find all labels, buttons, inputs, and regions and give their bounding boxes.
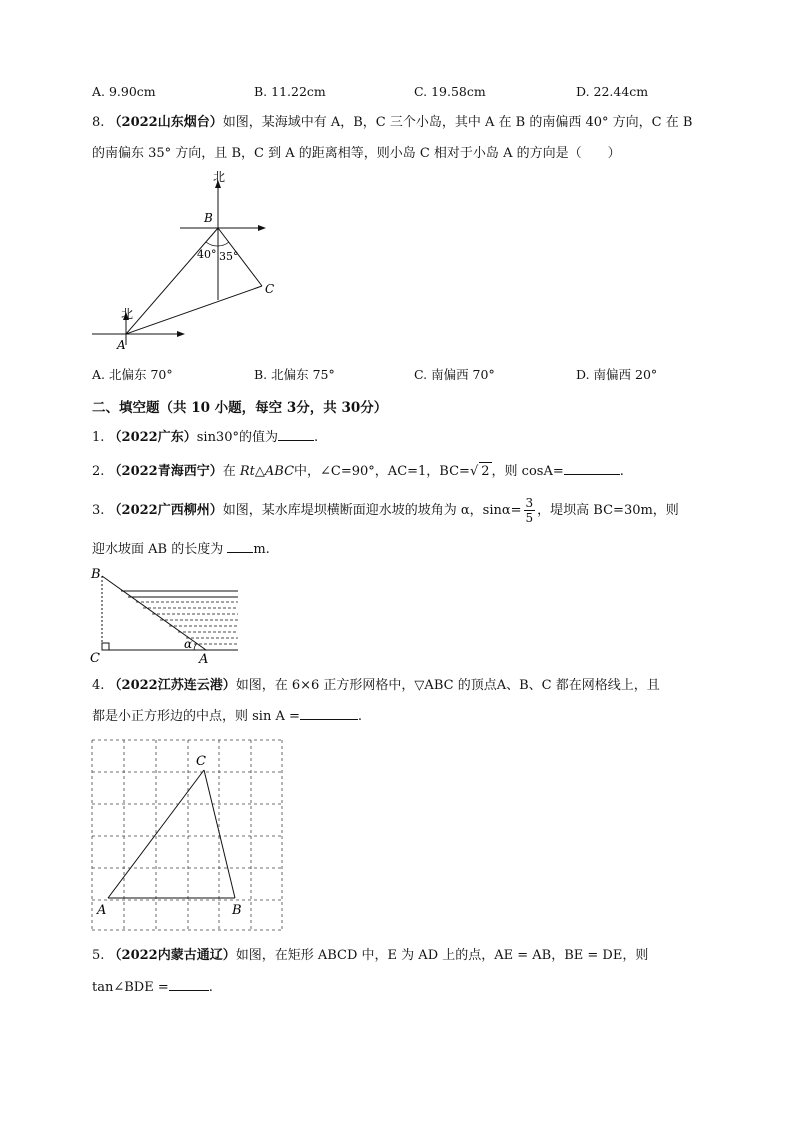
q8-text-line2: 的南偏东 35° 方向，且 B，C 到 A 的距离相等，则小岛 C 相对于小岛 A 的方向是（ ） <box>92 146 621 161</box>
q8-north-b: 北 <box>213 170 226 184</box>
q4-label-c: C <box>196 754 206 769</box>
q4-number: 4. <box>92 678 105 693</box>
section-2-title: 二、填空题（共 10 小题，每空 3分，共 30分） <box>92 400 388 416</box>
q8-source: （2022山东烟台） <box>108 115 223 130</box>
q8-option-d: D. 南偏西 20° <box>576 367 658 382</box>
q7-option-a: A. 9.90cm <box>92 84 156 99</box>
q1-end: . <box>313 430 319 445</box>
q2-sqrt-sign: √ <box>469 464 479 479</box>
q2-text-mid: 中，∠C=90°，AC=1，BC= <box>294 464 470 479</box>
q8-north-a: 北 <box>121 307 134 321</box>
q3-text-pre: 如图，某水库堤坝横断面迎水坡的坡角为 α，sinα= <box>222 503 522 518</box>
q5-line1 <box>92 947 648 965</box>
q2-number: 2. <box>92 464 105 479</box>
q3-line2-post: m. <box>253 542 270 557</box>
q3-source: （2022广西柳州） <box>108 503 223 518</box>
q4-text-line2: 都是小正方形边的中点，则 sin A = <box>92 709 300 724</box>
q8-option-a: A. 北偏东 70° <box>92 367 173 382</box>
q8-label-a: A <box>117 338 126 352</box>
q8-text-line1: 如图，某海域中有 A，B，C 三个小岛，其中 A 在 B 的南偏西 40° 方向，C 在 B <box>222 115 693 130</box>
q5-text-line1: 如图，在矩形 ABCD 中，E 为 AD 上的点，AE = AB，BE = DE，则 <box>235 948 649 963</box>
q8-label-c: C <box>265 282 275 296</box>
q3-text-post: ，堤坝高 BC=30m，则 <box>537 503 679 518</box>
q3-label-c: C <box>90 651 100 666</box>
q1-number: 1. <box>92 430 105 445</box>
q2-text-pre: 在 <box>222 464 236 479</box>
q5-source: （2022内蒙古通辽） <box>108 948 236 963</box>
q8-label-b: B <box>204 211 213 225</box>
q7-option-d: D. 22.44cm <box>576 84 649 99</box>
q2-radicand: 2 <box>481 464 490 479</box>
q7-option-b: B. 11.22cm <box>254 84 326 99</box>
q5-text-line2: tan∠BDE = <box>92 980 169 995</box>
q4-label-b: B <box>232 903 242 918</box>
q2-source: （2022青海西宁） <box>108 464 223 479</box>
q2-end: . <box>619 464 624 479</box>
q3-label-alpha: α <box>184 637 193 651</box>
q4-text-line1: 如图，在 6×6 正方形网格中，▽ABC 的顶点A、B、C 都在网格线上，且 <box>235 678 660 693</box>
q3-number: 3. <box>92 503 105 518</box>
q3-label-a: A <box>199 652 209 667</box>
q5-number: 5. <box>92 948 105 963</box>
q4-label-a: A <box>97 903 107 918</box>
q8-angle-40: 40° <box>197 248 217 261</box>
q8-angle-35: 35° <box>219 250 239 263</box>
q2-rt: Rt△ABC <box>239 464 295 479</box>
q4-source: （2022江苏连云港） <box>108 678 236 693</box>
q3-label-b: B <box>91 567 101 582</box>
q3-line2-pre: 迎水坡面 AB 的长度为 <box>92 542 224 557</box>
q8-option-c: C. 南偏西 70° <box>414 367 495 382</box>
q8-number: 8. <box>92 115 105 130</box>
q1-source: （2022广东） <box>108 430 197 445</box>
q4-end: . <box>357 709 363 724</box>
q5-answer-blank[interactable] <box>169 978 209 991</box>
q3-frac-num: 3 <box>525 496 534 510</box>
q2-text-post: ，则 cosA= <box>491 464 564 479</box>
q7-option-c: C. 19.58cm <box>414 84 486 99</box>
q5-end: . <box>208 980 213 995</box>
q1-text: sin30°的值为 <box>196 430 278 445</box>
q3-frac-den: 5 <box>525 511 534 525</box>
q8-option-b: B. 北偏东 75° <box>254 367 335 382</box>
q5-line2 <box>92 978 213 997</box>
